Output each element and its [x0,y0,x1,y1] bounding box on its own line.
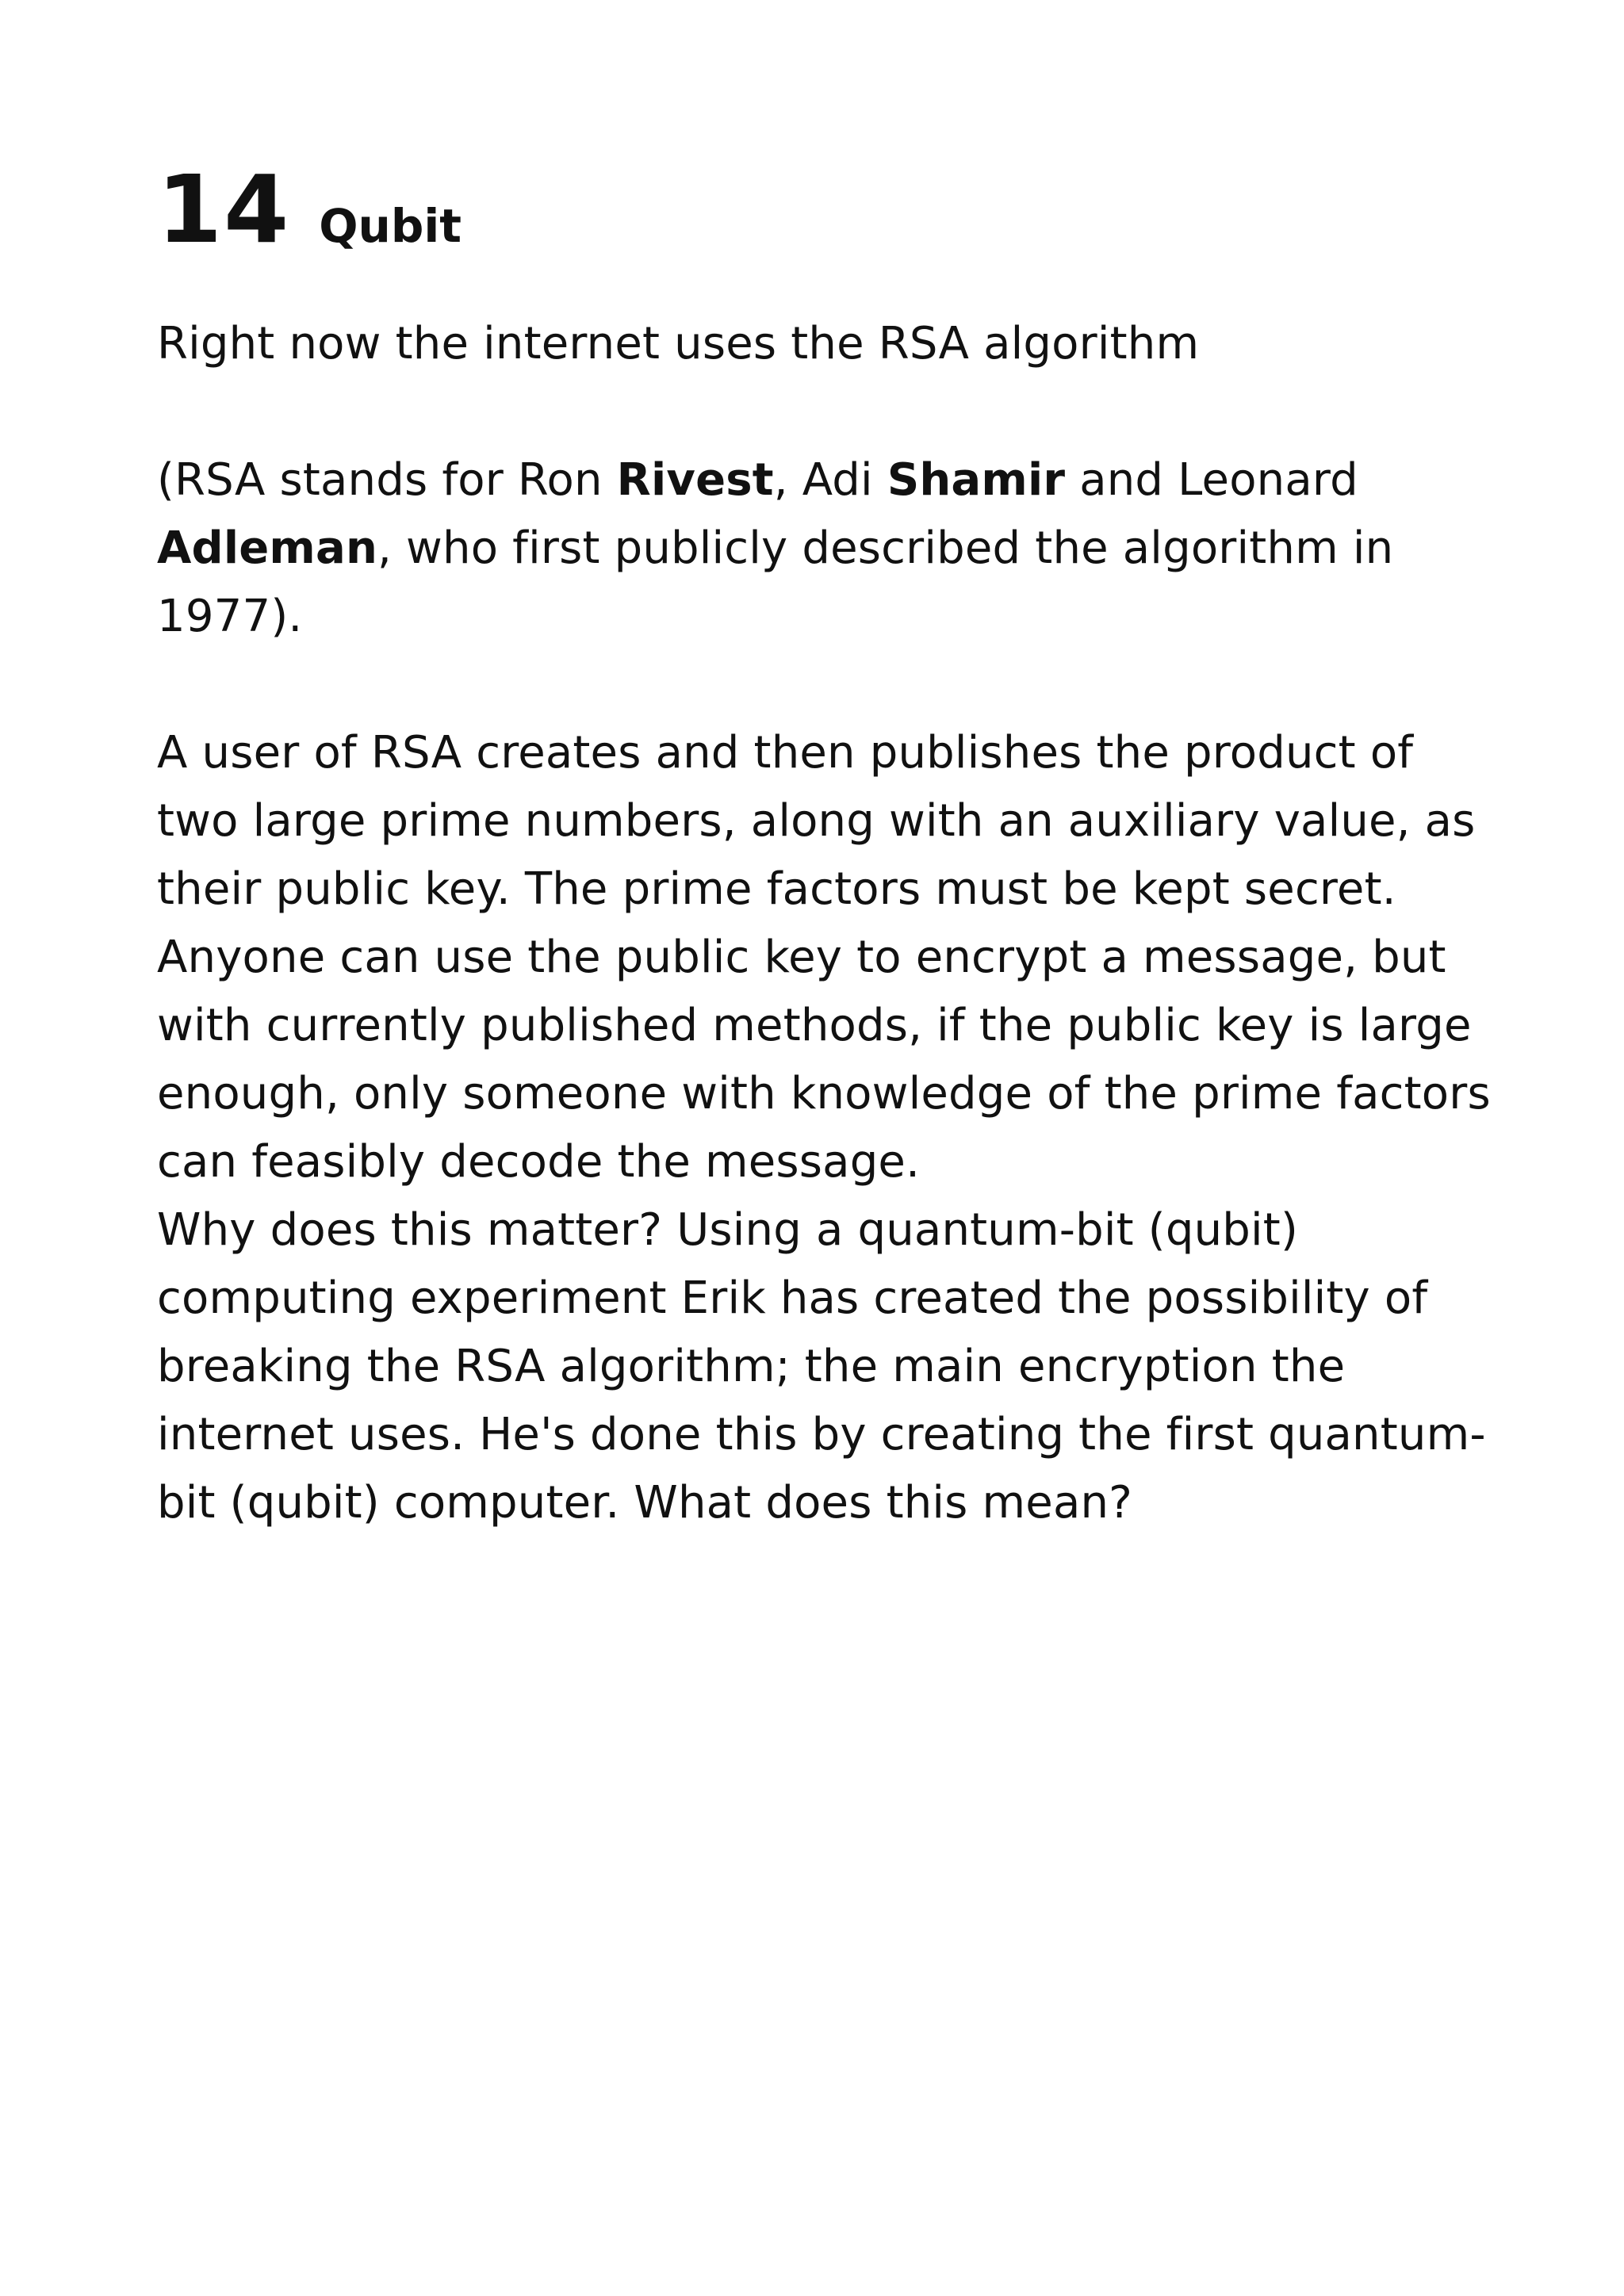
text-segment: , who first publicly described the algorithm in 1977). [157,522,1394,642]
chapter-heading [157,155,1497,264]
chapter-number: 14 [157,155,291,264]
text-segment: and Leonard [1065,454,1358,506]
paragraph-qubit: Why does this matter? Using a quantum-bit (qubit) computing experiment Erik has created the possibility of breaking the RSA algorithm; the main encryption the internet uses. He's done this by creating the first quantum-bit (qubit) computer. What does this mean? [157,1204,1486,1529]
paragraph-rsa-names [157,446,1497,651]
text-segment: , Adi [773,454,887,506]
name-rivest: Rivest [616,454,774,506]
body-text [157,310,1497,1537]
name-shamir: Shamir [887,454,1066,506]
paragraph-rsa-explanation: A user of RSA creates and then publishes the product of two large prime numbers, along with an auxiliary value, as their public key. The prime factors must be kept secret. Anyone can use the public key to encrypt a message, but with currently published methods, if the public key is large enough, only someone with knowledge of the prime factors can feasibly decode the message. [157,727,1491,1188]
text-segment: (RSA stands for Ron [157,454,617,506]
chapter-title: Qubit [319,199,462,253]
name-adleman: Adleman [157,522,378,574]
paragraph-intro: Right now the internet uses the RSA algorithm [157,318,1200,369]
page-content [157,155,1497,1537]
